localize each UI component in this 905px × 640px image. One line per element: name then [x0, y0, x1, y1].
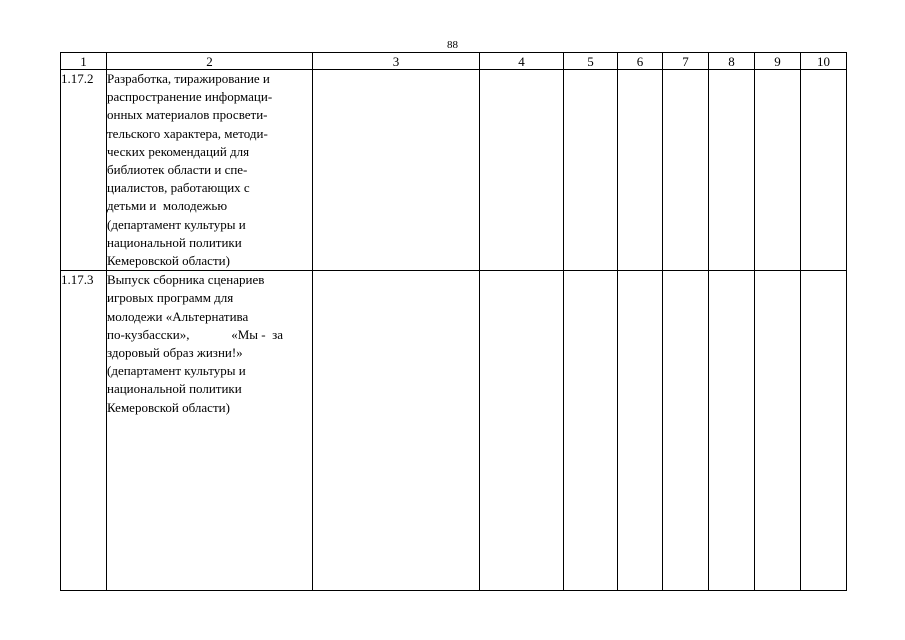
column-header-10: 10: [801, 53, 847, 70]
description-line: Кемеровской области): [107, 253, 230, 269]
description-line: [107, 326, 283, 344]
table-row: [61, 70, 847, 271]
column-header-3: 3: [313, 53, 480, 70]
empty-cell: [313, 70, 480, 271]
column-header-1: 1: [61, 53, 107, 70]
page-number: 88: [447, 39, 458, 51]
description-line: национальной политики: [107, 381, 242, 397]
empty-cell: [755, 271, 801, 591]
row-number: 1.17.3: [61, 271, 107, 591]
description-line: онных материалов просвети-: [107, 107, 268, 123]
column-header-2: 2: [107, 53, 313, 70]
description-line-right: «Мы - за: [231, 326, 283, 342]
empty-cell: [313, 271, 480, 591]
plan-table: [60, 52, 847, 591]
row-number: 1.17.2: [61, 70, 107, 271]
description-line: игровых программ для: [107, 290, 234, 306]
empty-cell: [709, 271, 755, 591]
empty-cell: [480, 70, 564, 271]
description-line: Выпуск сборника сценариев: [107, 272, 265, 288]
column-header-5: 5: [564, 53, 618, 70]
row-description: [107, 271, 313, 591]
column-header-6: 6: [618, 53, 663, 70]
description-line: циалистов, работающих с: [107, 180, 250, 196]
empty-cell: [755, 70, 801, 271]
column-header-9: 9: [755, 53, 801, 70]
empty-cell: [801, 271, 847, 591]
column-header-7: 7: [663, 53, 709, 70]
description-line-left: по-кузбасски»,: [107, 326, 190, 342]
empty-cell: [663, 271, 709, 591]
description-line: (департамент культуры и: [107, 216, 246, 232]
description-line: тельского характера, методи-: [107, 125, 268, 141]
description-line: молодежи «Альтернатива: [107, 308, 249, 324]
description-line: здоровый образ жизни!»: [107, 345, 243, 361]
empty-cell: [618, 271, 663, 591]
description-line: (департамент культуры и: [107, 363, 246, 379]
empty-cell: [709, 70, 755, 271]
empty-cell: [480, 271, 564, 591]
description-line: распространение информаци-: [107, 89, 273, 105]
description-line: библиотек области и спе-: [107, 162, 248, 178]
description-line: национальной политики: [107, 234, 242, 250]
header-row: [61, 53, 847, 70]
empty-cell: [564, 70, 618, 271]
row-description: [107, 70, 313, 271]
empty-cell: [564, 271, 618, 591]
description-line: ческих рекомендаций для: [107, 143, 250, 159]
empty-cell: [663, 70, 709, 271]
column-header-4: 4: [480, 53, 564, 70]
description-line: Разработка, тиражирование и: [107, 71, 270, 86]
description-line: Кемеровской области): [107, 399, 230, 415]
empty-cell: [801, 70, 847, 271]
empty-cell: [618, 70, 663, 271]
description-line: детьми и молодежью: [107, 198, 228, 214]
column-header-8: 8: [709, 53, 755, 70]
table-row: [61, 271, 847, 591]
